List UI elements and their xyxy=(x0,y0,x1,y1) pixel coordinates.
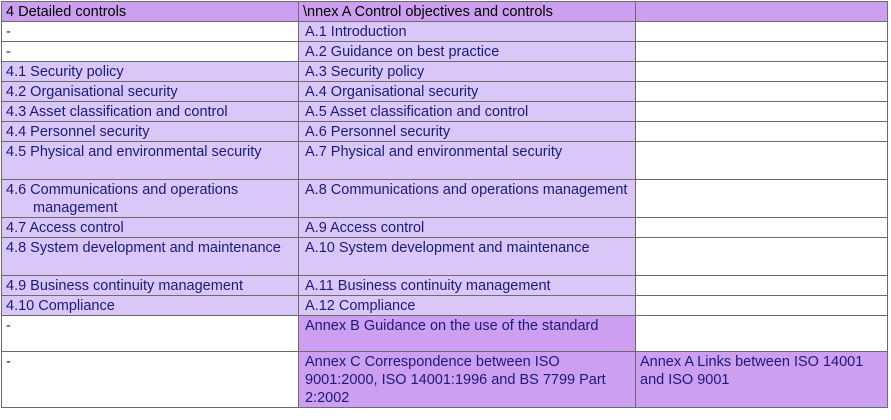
row-12-col-2: A.12 Compliance xyxy=(299,296,636,316)
table-header-row xyxy=(2,2,888,22)
controls-correspondence-table xyxy=(1,1,888,408)
row-14-col-3: Annex A Links between ISO 14001 and ISO 9001 xyxy=(636,352,888,408)
row-13-col-1: - xyxy=(2,316,299,352)
row-6-col-1: 4.4 Personnel security xyxy=(2,122,299,142)
row-14-col-1: - xyxy=(2,352,299,408)
table-row xyxy=(2,218,888,238)
header-annex-a: \nnex A Control objectives and controls xyxy=(299,2,636,22)
row-11-col-2: A.11 Business continuity management xyxy=(299,276,636,296)
row-6-col-2: A.6 Personnel security xyxy=(299,122,636,142)
row-1-col-2: A.1 Introduction xyxy=(299,22,636,42)
table-row xyxy=(2,22,888,42)
row-13-col-3 xyxy=(636,316,888,352)
row-4-col-3 xyxy=(636,82,888,102)
row-4-col-2: A.4 Organisational security xyxy=(299,82,636,102)
row-4-col-1: 4.2 Organisational security xyxy=(2,82,299,102)
table-row xyxy=(2,238,888,276)
row-11-col-1: 4.9 Business continuity management xyxy=(2,276,299,296)
row-2-col-2: A.2 Guidance on best practice xyxy=(299,42,636,62)
row-13-col-2: Annex B Guidance on the use of the standard xyxy=(299,316,636,352)
row-9-col-3 xyxy=(636,218,888,238)
row-10-col-2: A.10 System development and maintenance xyxy=(299,238,636,276)
row-2-col-1: - xyxy=(2,42,299,62)
table-row xyxy=(2,62,888,82)
row-1-col-1: - xyxy=(2,22,299,42)
row-9-col-2: A.9 Access control xyxy=(299,218,636,238)
row-3-col-1: 4.1 Security policy xyxy=(2,62,299,82)
row-8-col-2: A.8 Communications and operations management xyxy=(299,180,636,218)
row-2-col-3 xyxy=(636,42,888,62)
row-3-col-2: A.3 Security policy xyxy=(299,62,636,82)
row-3-col-3 xyxy=(636,62,888,82)
row-5-col-2: A.5 Asset classification and control xyxy=(299,102,636,122)
header-blank xyxy=(636,2,888,22)
table-row xyxy=(2,82,888,102)
row-1-col-3 xyxy=(636,22,888,42)
row-9-col-1: 4.7 Access control xyxy=(2,218,299,238)
table-row xyxy=(2,180,888,218)
row-10-col-3 xyxy=(636,238,888,276)
table-row xyxy=(2,102,888,122)
row-7-col-1: 4.5 Physical and environmental security xyxy=(2,142,299,180)
table-row xyxy=(2,296,888,316)
row-5-col-3 xyxy=(636,102,888,122)
row-5-col-1: 4.3 Asset classification and control xyxy=(2,102,299,122)
table-row xyxy=(2,352,888,408)
table-row xyxy=(2,316,888,352)
table-row xyxy=(2,122,888,142)
row-8-col-3 xyxy=(636,180,888,218)
row-7-col-2: A.7 Physical and environmental security xyxy=(299,142,636,180)
row-10-col-1: 4.8 System development and maintenance xyxy=(2,238,299,276)
table-row xyxy=(2,142,888,180)
row-6-col-3 xyxy=(636,122,888,142)
table-row xyxy=(2,42,888,62)
row-8-col-1: 4.6 Communications and operations management xyxy=(2,180,299,218)
table-row xyxy=(2,276,888,296)
row-12-col-1: 4.10 Compliance xyxy=(2,296,299,316)
row-14-col-2: Annex C Correspondence between ISO 9001:2000, ISO 14001:1996 and BS 7799 Part 2:2002 xyxy=(299,352,636,408)
row-12-col-3 xyxy=(636,296,888,316)
header-detailed-controls: 4 Detailed controls xyxy=(2,2,299,22)
row-11-col-3 xyxy=(636,276,888,296)
row-7-col-3 xyxy=(636,142,888,180)
